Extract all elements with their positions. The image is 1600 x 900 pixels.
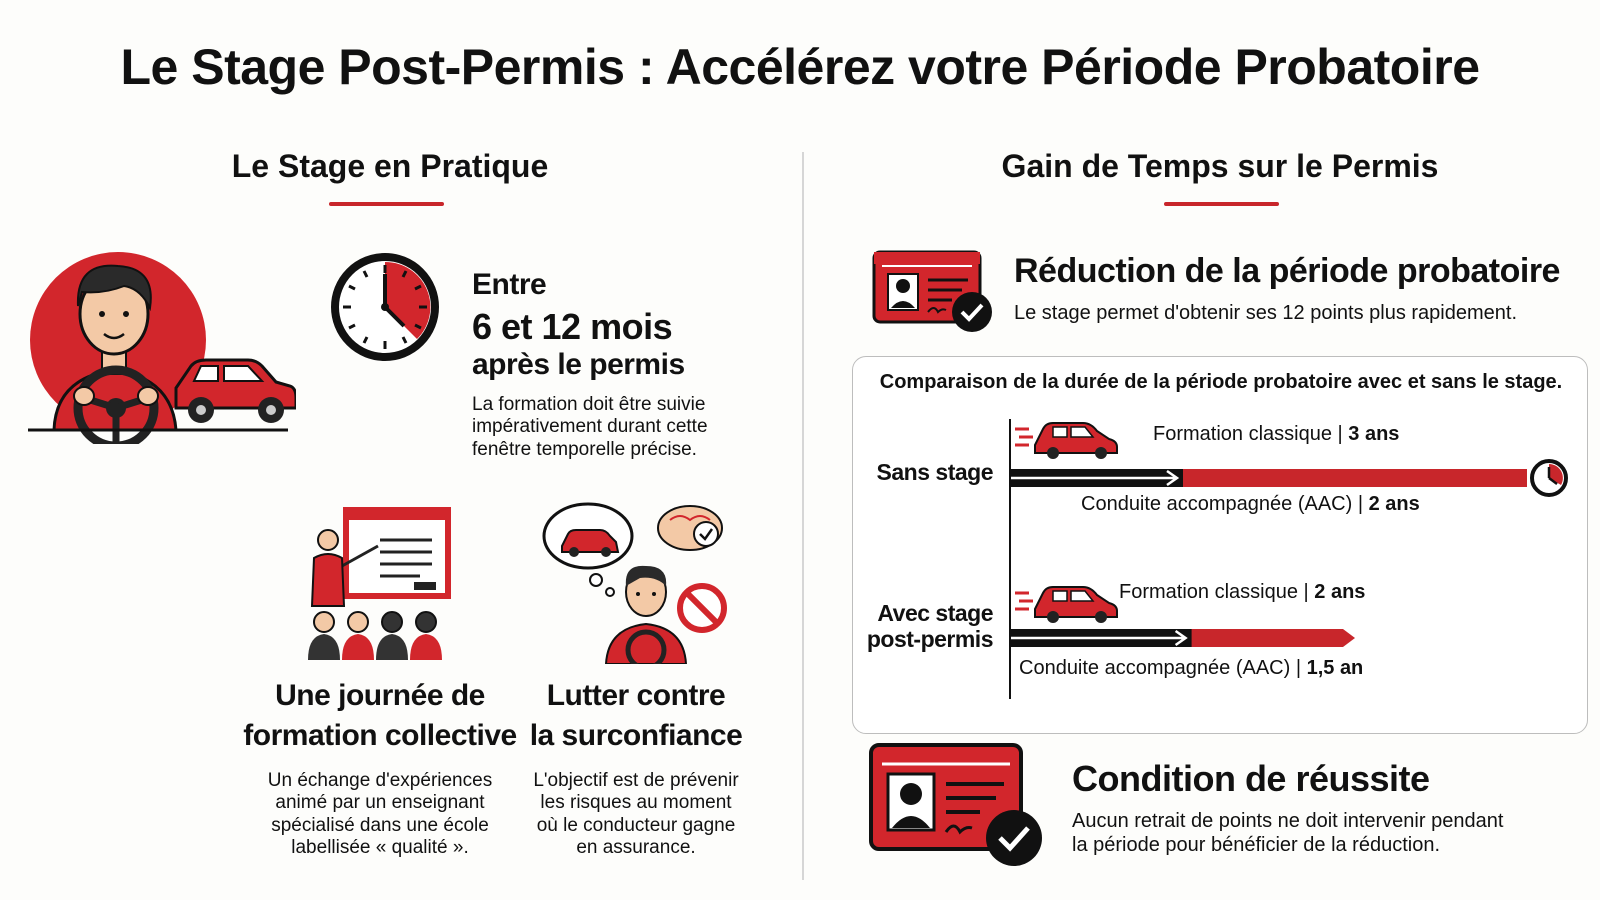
- timing-description: La formation doit être suivie impérativement durant cette fenêtre temporelle précise.: [472, 394, 708, 460]
- license-check-icon: [868, 742, 1044, 870]
- right-section-title: Gain de Temps sur le Permis: [1001, 148, 1439, 184]
- formation-description: Un échange d'expériences animé par un enseignant spécialisé dans une école labellisée « qualité ».: [267, 770, 493, 859]
- row1-classic-label: Formation classique | 3 ans: [1153, 423, 1400, 445]
- row-label-avec-stage: Avec stage post-permis: [866, 600, 993, 652]
- license-check-icon: [872, 250, 998, 338]
- bar-segment-classic: [1177, 469, 1527, 487]
- row-label-sans-stage: Sans stage: [876, 459, 993, 485]
- right-title-underline: [1164, 202, 1279, 206]
- row2-classic-label: Formation classique | 2 ans: [1119, 581, 1366, 603]
- reduction-title: Réduction de la période probatoire: [1014, 252, 1560, 290]
- surconfiance-description: L'objectif est de prévenir les risques au moment où le conducteur gagne en assurance.: [533, 770, 739, 859]
- clock-icon: [1532, 461, 1566, 495]
- page-title: Le Stage Post-Permis : Accélérez votre Période Probatoire: [120, 39, 1480, 95]
- reduction-description: Le stage permet d'obtenir ses 12 points plus rapidement.: [1014, 302, 1518, 324]
- condition-description: Aucun retrait de points ne doit intervenir pendant la période pour bénéficier de la réduction.: [1072, 810, 1504, 856]
- column-divider: [802, 152, 804, 880]
- driver-car-illustration: [26, 248, 296, 444]
- brain-icon: [658, 506, 722, 550]
- comparison-card: [852, 356, 1588, 734]
- timing-line-2: 6 et 12 mois: [472, 306, 673, 347]
- surconfiance-title: Lutter contre la surconfiance: [529, 679, 743, 753]
- left-section-title: Le Stage en Pratique: [231, 148, 549, 184]
- comparison-caption: Comparaison de la durée de la période probatoire avec et sans le stage.: [879, 371, 1563, 393]
- classroom-icon: [302, 506, 452, 660]
- car-icon: [1013, 415, 1123, 459]
- timing-line-3: après le permis: [472, 348, 685, 381]
- bar-segment-classic: [1186, 629, 1355, 647]
- thought-bubble: [544, 504, 632, 596]
- clock-icon: [330, 252, 440, 362]
- car-icon: [176, 360, 296, 423]
- formation-title: Une journée de formation collective: [243, 679, 517, 753]
- condition-title: Condition de réussite: [1072, 758, 1430, 799]
- left-title-underline: [329, 202, 444, 206]
- row1-aac-label: Conduite accompagnée (AAC) | 2 ans: [1081, 493, 1420, 515]
- timing-line-1: Entre: [472, 268, 547, 301]
- duration-bar-avec-stage: [1011, 617, 1571, 659]
- overconfidence-icon: [540, 500, 736, 664]
- row2-aac-label: Conduite accompagnée (AAC) | 1,5 an: [1019, 657, 1364, 679]
- prohibited-icon: [680, 586, 724, 630]
